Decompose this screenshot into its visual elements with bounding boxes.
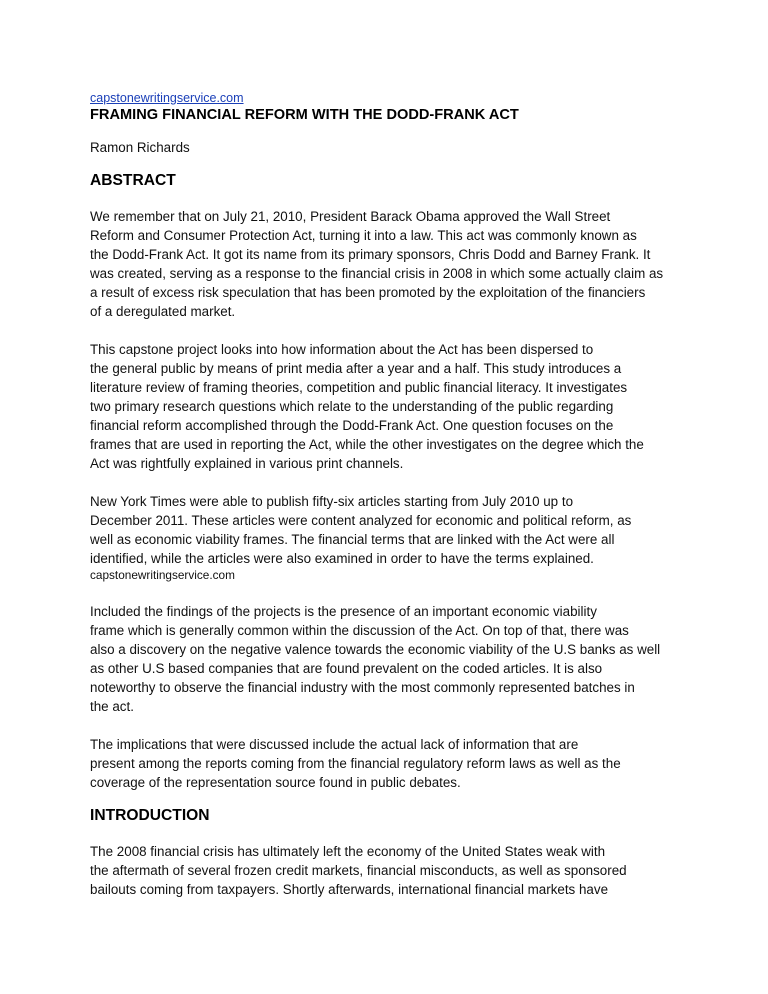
text-line: frames that are used in reporting the Act, while the other investigates on the degree which the: [90, 437, 644, 452]
text-line: The implications that were discussed include the actual lack of information that are: [90, 737, 579, 752]
text-line: The 2008 financial crisis has ultimately left the economy of the United States weak with: [90, 844, 606, 859]
text-line: two primary research questions which relate to the understanding of the public regarding: [90, 399, 614, 414]
text-line: New York Times were able to publish fifty-six articles starting from July 2010 up to: [90, 494, 574, 509]
source-link[interactable]: capstonewritingservice.com: [90, 91, 244, 105]
text-line: as other U.S based companies that are found prevalent on the coded articles. It is also: [90, 661, 603, 676]
text-line: This capstone project looks into how information about the Act has been dispersed to: [90, 342, 594, 357]
text-line: the general public by means of print media after a year and a half. This study introduces a: [90, 361, 622, 376]
abstract-heading: ABSTRACT: [90, 172, 176, 189]
text-line: of a deregulated market.: [90, 304, 236, 319]
text-line: December 2011. These articles were content analyzed for economic and political reform, as: [90, 513, 632, 528]
text-line: noteworthy to observe the financial industry with the most commonly represented batches in: [90, 680, 635, 695]
author-name: Ramon Richards: [90, 140, 190, 155]
text-line: also a discovery on the negative valence towards the economic viability of the U.S banks as well: [90, 642, 661, 657]
text-line: bailouts coming from taxpayers. Shortly afterwards, international financial markets have: [90, 882, 609, 897]
text-line: the act.: [90, 699, 134, 714]
document-title: FRAMING FINANCIAL REFORM WITH THE DODD-FRANK ACT: [90, 107, 519, 123]
text-line: literature review of framing theories, competition and public financial literacy. It investigates: [90, 380, 628, 395]
text-line: Reform and Consumer Protection Act, turning it into a law. This act was commonly known as: [90, 228, 637, 243]
abstract-paragraph-4: [90, 602, 690, 716]
text-line: Act was rightfully explained in various print channels.: [90, 456, 404, 471]
text-line: coverage of the representation source found in public debates.: [90, 775, 461, 790]
text-line: frame which is generally common within the discussion of the Act. On top of that, there was: [90, 623, 629, 638]
text-line: Included the findings of the projects is the presence of an important economic viability: [90, 604, 597, 619]
text-line: present among the reports coming from the financial regulatory reform laws as well as the: [90, 756, 621, 771]
introduction-paragraph-1: [90, 842, 690, 899]
text-line: the aftermath of several frozen credit markets, financial misconducts, as well as sponsored: [90, 863, 627, 878]
abstract-paragraph-3: [90, 492, 690, 568]
text-line: We remember that on July 21, 2010, President Barack Obama approved the Wall Street: [90, 209, 611, 224]
text-line: identified, while the articles were also examined in order to have the terms explained.: [90, 551, 594, 566]
inline-source-text: capstonewritingservice.com: [90, 568, 235, 582]
abstract-paragraph-1: [90, 207, 690, 321]
text-line: well as economic viability frames. The financial terms that are linked with the Act were all: [90, 532, 615, 547]
text-line: was created, serving as a response to the financial crisis in 2008 in which some actually claim as: [90, 266, 664, 281]
introduction-heading: INTRODUCTION: [90, 807, 210, 824]
text-line: financial reform accomplished through the Dodd-Frank Act. One question focuses on the: [90, 418, 614, 433]
abstract-paragraph-5: [90, 735, 690, 792]
text-line: a result of excess risk speculation that has been promoted by the exploitation of the financiers: [90, 285, 646, 300]
abstract-paragraph-2: [90, 340, 690, 473]
document-page: [90, 91, 690, 899]
text-line: the Dodd-Frank Act. It got its name from its primary sponsors, Chris Dodd and Barney Frank. It: [90, 247, 651, 262]
